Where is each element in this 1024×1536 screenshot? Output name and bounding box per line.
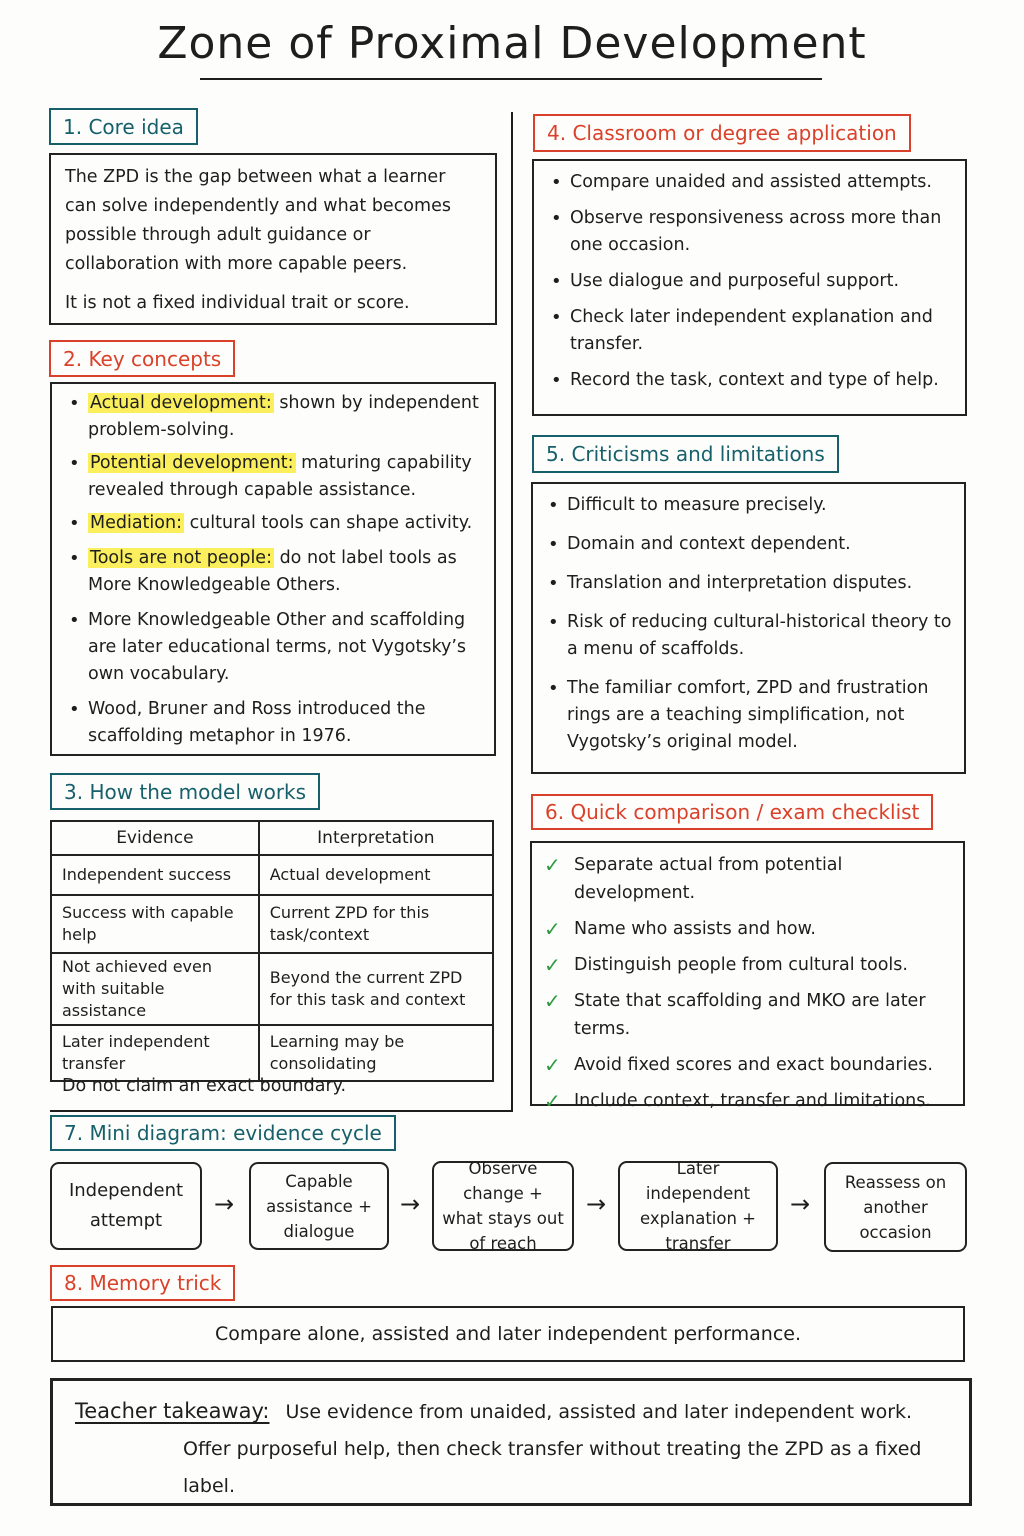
concept-term: Potential development: <box>90 453 294 473</box>
concept-term: Tools are not people: <box>90 548 272 568</box>
teacher-takeaway-box <box>50 1378 972 1506</box>
concept-text: shown by independent problem-solving. <box>88 393 479 440</box>
arrow-right-icon: → <box>399 1190 421 1218</box>
core-idea-box <box>49 153 497 325</box>
table-cell: Later independent transfer <box>51 1025 259 1081</box>
flow-step-reassess: Reassess on another occasion <box>824 1162 967 1252</box>
table-row <box>51 953 493 1025</box>
check-icon: ✓ <box>544 917 561 941</box>
flow-step-observe-change: Observe change + what stays out of reach <box>432 1161 574 1251</box>
list-item: • Risk of reducing cultural-historical theory to a menu of scaffolds. <box>545 609 952 663</box>
checklist-item <box>544 1087 955 1115</box>
section-heading-exam-checklist: 6. Quick comparison / exam checklist <box>531 794 933 830</box>
boundary-note: Do not claim an exact boundary. <box>62 1076 347 1096</box>
concept-term: Actual development: <box>90 393 272 413</box>
section-heading-how-model-works: 3. How the model works <box>50 773 320 810</box>
takeaway-label: Teacher takeaway: <box>75 1399 270 1423</box>
checklist-item <box>544 1051 955 1079</box>
list-item <box>66 510 482 537</box>
table-cell: Not achieved even with suitable assistance <box>51 953 259 1025</box>
section-heading-memory-trick: 8. Memory trick <box>50 1265 235 1301</box>
takeaway-first-line <box>75 1393 949 1431</box>
checklist <box>544 851 955 1115</box>
check-icon: ✓ <box>544 953 561 977</box>
checklist-text: Include context, transfer and limitations. <box>574 1091 931 1111</box>
section-divider <box>50 1110 512 1112</box>
core-idea-definition: The ZPD is the gap between what a learner can solve independently and what becomes possible through adult guidance or collaboration with more capable peers. <box>65 167 451 274</box>
list-item <box>66 450 482 504</box>
checklist-text: Distinguish people from cultural tools. <box>574 955 908 975</box>
arrow-right-icon: → <box>213 1190 235 1218</box>
table-row <box>51 855 493 895</box>
arrow-right-icon: → <box>585 1190 607 1218</box>
section-heading-mini-diagram: 7. Mini diagram: evidence cycle <box>50 1115 396 1151</box>
table-cell: Beyond the current ZPD for this task and context <box>259 953 493 1025</box>
concept-text: cultural tools can shape activity. <box>189 513 473 533</box>
core-idea-note: It is not a fixed individual trait or score. <box>65 293 410 313</box>
criticisms-list <box>545 492 952 756</box>
check-icon: ✓ <box>544 853 561 877</box>
list-item: • Difficult to measure precisely. <box>545 492 952 519</box>
checklist-text: Name who assists and how. <box>574 919 816 939</box>
arrow-right-icon: → <box>789 1190 811 1218</box>
checklist-text: State that scaffolding and MKO are later terms. <box>574 991 926 1039</box>
application-list <box>548 169 953 394</box>
table-header-row <box>51 821 493 855</box>
list-item <box>66 696 482 750</box>
takeaway-line-2: Offer purposeful help, then check transfer without treating the ZPD as a fixed label. <box>183 1438 922 1497</box>
table-cell: Current ZPD for this task/context <box>259 895 493 953</box>
flow-step-capable-assistance: Capable assistance + dialogue <box>249 1162 389 1250</box>
check-icon: ✓ <box>544 1053 561 1077</box>
concept-text: maturing capability revealed through capable assistance. <box>88 453 472 500</box>
table-cell: Independent success <box>51 855 259 895</box>
section-heading-classroom-application: 4. Classroom or degree application <box>533 114 911 152</box>
checklist-item <box>544 851 955 907</box>
key-concepts-list <box>66 390 482 750</box>
list-item: • Compare unaided and assisted attempts. <box>548 169 953 196</box>
flow-step-later-independent: Later independent explanation + transfer <box>618 1161 778 1251</box>
checklist-item <box>544 951 955 979</box>
list-item: • The familiar comfort, ZPD and frustration rings are a teaching simplification, not Vygotsky’s original model. <box>545 675 952 756</box>
check-icon: ✓ <box>544 1089 561 1113</box>
checklist-item <box>544 987 955 1043</box>
title-underline <box>200 78 822 80</box>
key-concepts-box <box>50 382 496 756</box>
table-row <box>51 895 493 953</box>
concept-text: Wood, Bruner and Ross introduced the scaffolding metaphor in 1976. <box>88 699 426 746</box>
page-title: Zone of Proximal Development <box>157 18 867 69</box>
section-heading-criticisms: 5. Criticisms and limitations <box>532 435 839 473</box>
column-header-evidence: Evidence <box>51 821 259 855</box>
list-item: • Translation and interpretation disputes. <box>545 570 952 597</box>
list-item: • Check later independent explanation and transfer. <box>548 304 953 358</box>
list-item: • Domain and context dependent. <box>545 531 952 558</box>
column-header-interpretation: Interpretation <box>259 821 493 855</box>
list-item <box>66 545 482 599</box>
evidence-interpretation-table <box>50 820 494 1082</box>
flow-step-independent-attempt: Independent attempt <box>50 1162 202 1250</box>
list-item <box>66 390 482 444</box>
table-cell: Learning may be consolidating <box>259 1025 493 1081</box>
classroom-application-box <box>532 159 967 416</box>
check-icon: ✓ <box>544 989 561 1013</box>
list-item <box>66 607 482 688</box>
list-item: • Observe responsiveness across more than one occasion. <box>548 205 953 259</box>
concept-text: do not label tools as More Knowledgeable Others. <box>88 548 457 595</box>
criticisms-box <box>531 482 966 774</box>
memory-trick-box: Compare alone, assisted and later independent performance. <box>51 1306 965 1362</box>
takeaway-line-1: Use evidence from unaided, assisted and later independent work. <box>285 1401 913 1423</box>
checklist-text: Separate actual from potential development. <box>574 855 843 903</box>
section-heading-core-idea: 1. Core idea <box>49 108 198 145</box>
table-row <box>51 1025 493 1081</box>
checklist-text: Avoid fixed scores and exact boundaries. <box>574 1055 933 1075</box>
column-divider <box>511 112 513 1112</box>
table-cell: Actual development <box>259 855 493 895</box>
exam-checklist-box <box>530 841 965 1113</box>
section-heading-key-concepts: 2. Key concepts <box>49 340 235 377</box>
list-item: • Use dialogue and purposeful support. <box>548 268 953 295</box>
concept-term: Mediation: <box>90 513 182 533</box>
table-cell: Success with capable help <box>51 895 259 953</box>
list-item: • Record the task, context and type of help. <box>548 367 953 394</box>
concept-text: More Knowledgeable Other and scaffolding are later educational terms, not Vygotsky’s own vocabulary. <box>88 610 467 684</box>
checklist-item <box>544 915 955 943</box>
